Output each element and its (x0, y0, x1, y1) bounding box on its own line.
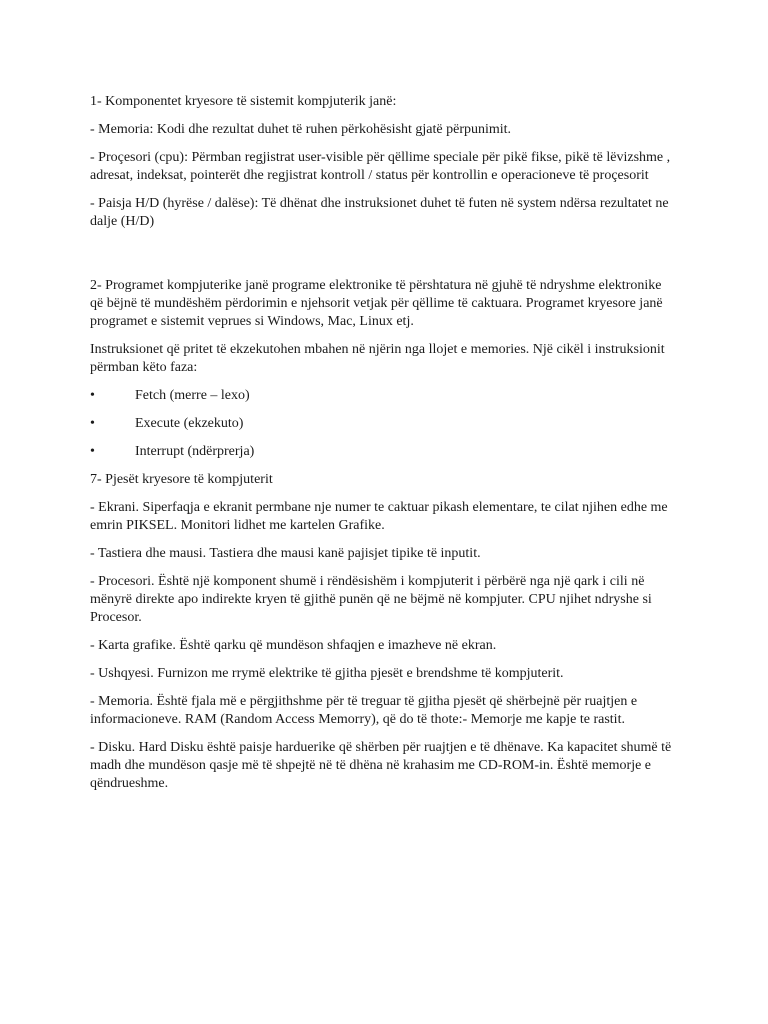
power-supply-item: - Ushqyesi. Furnizon me rrymë elektrike të gjitha pjesët e brendshme të kompjuterit. (90, 666, 564, 681)
phase-list-item (90, 443, 678, 461)
section1-heading: 1- Komponentet kryesore të sistemit kompjuterik janë: (90, 94, 397, 109)
memory-ram-item: - Memoria. Është fjala më e përgjithshme për të treguar të gjitha pjesët që shërbejnë për ruajtjen e informacioneve. RAM (Random Access Memorry), që do të thote:- Memorje me kapje te rastit. (90, 694, 638, 727)
memory-item: - Memoria: Kodi dhe rezultat duhet të ruhen përkohësisht gjatë përpunimit. (90, 122, 512, 137)
phase-interrupt: Interrupt (ndërprerja) (135, 444, 255, 459)
phase-list-item (90, 387, 678, 405)
phase-list-item (90, 415, 678, 433)
keyboard-mouse-item: - Tastiera dhe mausi. Tastiera dhe mausi kanë pajisjet tipike të inputit. (90, 546, 481, 561)
hard-disk-item: - Disku. Hard Disku është paisje harduerike që shërben për ruajtjen e të dhënave. Ka kapacitet shumë të madh dhe mundëson qasje më të shpejtë në të dhëna në krahasim me CD-ROM-in. Është memorje e qëndrueshme. (90, 740, 672, 791)
instructions-paragraph: Instruksionet që pritet të ekzekutohen mbahen në njërin nga llojet e memories. Një cikël i instruksionit përmban këto faza: (90, 342, 665, 375)
io-device-item: - Paisja H/D (hyrëse / dalëse): Të dhënat dhe instruksionet duhet të futen në system ndërsa rezultatet ne dalje (H/D) (90, 196, 669, 229)
bullet-icon: • (90, 416, 95, 431)
bullet-icon: • (90, 444, 95, 459)
cpu-item: - Proçesori (cpu): Përmban regjistrat user-visible për qëllime speciale për pikë fikse, pikë të lëvizshme , adresat, indeksat, pointerët dhe regjistrat kontroll / status për kontrollin e operacioneve të proçesorit (90, 150, 671, 183)
graphics-card-item: - Karta grafike. Është qarku që mundëson shfaqjen e imazheve në ekran. (90, 638, 497, 653)
document-page (90, 93, 678, 803)
section2-paragraph: 2- Programet kompjuterike janë programe elektronike të përshtatura në gjuhë të ndryshme elektronike që bëjnë të mundëshëm përdorimin e njehsorit vetjak për qëllime të caktuara. Programet kryesore janë programet e sistemit veprues si Windows, Mac, Linux etj. (90, 278, 663, 329)
screen-item: - Ekrani. Siperfaqja e ekranit permbane nje numer te caktuar pikash elementare, te cilat njihen edhe me emrin PIKSEL. Monitori lidhet me kartelen Grafike. (90, 500, 668, 533)
bullet-icon: • (90, 388, 95, 403)
processor-item: - Procesori. Është një komponent shumë i rëndësishëm i kompjuterit i përbërë nga një qark i cili në mënyrë direkte apo indirekte kryen të gjithë punën që ne bëjmë në kompjuter. CPU njihet ndryshe si Procesor. (90, 574, 652, 625)
phase-fetch: Fetch (merre – lexo) (135, 388, 250, 403)
section7-heading: 7- Pjesët kryesore të kompjuterit (90, 472, 273, 487)
phase-execute: Execute (ekzekuto) (135, 416, 244, 431)
